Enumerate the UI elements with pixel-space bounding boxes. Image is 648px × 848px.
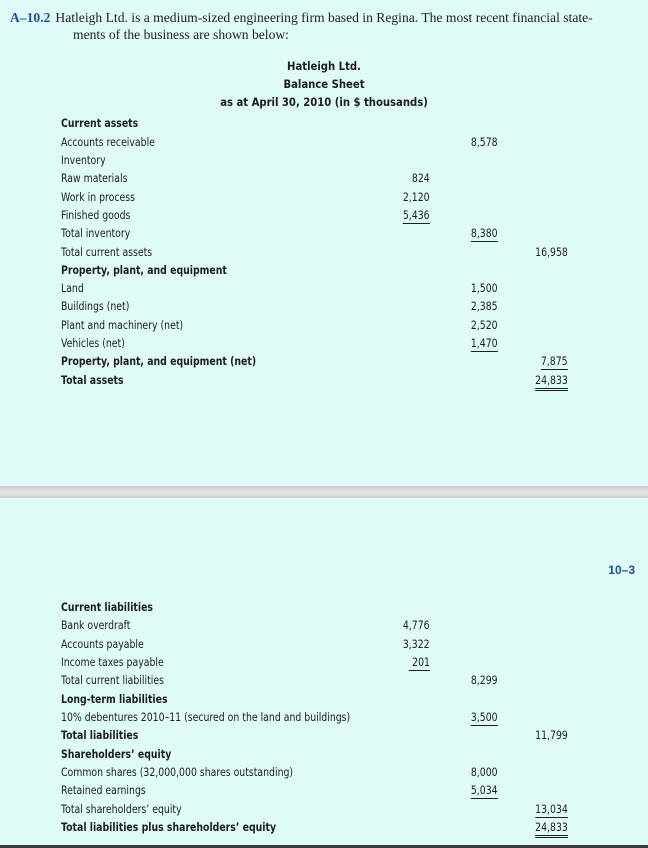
raw-materials-label: Raw materials [61,171,128,185]
raw-materials-value: 824 [412,171,430,185]
total-current-liabilities-value: 8,299 [471,673,498,687]
work-in-process-label: Work in process [61,190,136,204]
vehicles-label: Vehicles (net) [61,336,125,350]
plant-value: 2,520 [471,318,498,332]
total-current-liabilities-label: Total current liabilities [61,673,164,687]
income-taxes-label: Income taxes payable [61,655,164,669]
vehicles-value: 1,470 [471,336,498,350]
statement-title: Balance Sheet [283,78,365,91]
total-liab-equity-label: Total liabilities plus shareholders’ equity [61,820,277,834]
total-equity-label: Total shareholders’ equity [61,802,182,816]
debentures-value: 3,500 [471,710,498,724]
plant-label: Plant and machinery (net) [61,318,184,332]
total-assets-value: 24,833 [535,372,568,391]
debentures-label: 10% debentures 2010–11 (secured on the land and buildings) [61,710,351,724]
company-name: Hatleigh Ltd. [287,60,361,73]
page-break [0,486,648,498]
land-label: Land [61,281,84,295]
accounts-payable-label: Accounts payable [61,637,144,651]
long-term-liabilities-heading: Long-term liabilities [61,692,168,706]
accounts-payable-value: 3,322 [403,637,430,651]
total-assets-label: Total assets [61,373,124,387]
retained-earnings-value: 5,034 [471,783,498,797]
buildings-label: Buildings (net) [61,299,130,313]
total-current-assets-value: 16,958 [535,245,568,259]
accounts-receivable-label: Accounts receivable [61,135,155,149]
buildings-value: 2,385 [471,299,498,313]
statement-date: as at April 30, 2010 (in $ thousands) [220,96,428,109]
land-value: 1,500 [471,281,498,295]
total-liab-equity-value: 24,833 [535,819,568,838]
work-in-process-value: 2,120 [403,190,430,204]
shareholders-equity-heading: Shareholders’ equity [61,747,172,761]
accounts-receivable-value: 8,578 [471,135,498,149]
inventory-label: Inventory [61,153,106,167]
common-shares-value: 8,000 [471,765,498,779]
ppe-net-value: 7,875 [541,354,568,368]
total-liabilities-label: Total liabilities [61,728,139,742]
problem-statement [10,9,635,43]
total-inventory-value: 8,380 [471,226,498,240]
bank-overdraft-label: Bank overdraft [61,618,131,632]
total-current-assets-label: Total current assets [61,245,153,259]
current-assets-heading: Current assets [61,116,139,130]
finished-goods-label: Finished goods [61,208,131,222]
common-shares-label: Common shares (32,000,000 shares outstanding) [61,765,294,779]
problem-text-line2: ments of the business are shown below: [73,27,289,42]
total-liabilities-value: 11,799 [535,728,568,742]
page-number: 10–3 [608,563,635,577]
ppe-net-label: Property, plant, and equipment (net) [61,354,257,368]
bank-overdraft-value: 4,776 [403,618,430,632]
current-liabilities-heading: Current liabilities [61,600,153,614]
retained-earnings-label: Retained earnings [61,783,146,797]
total-equity-value: 13,034 [535,802,568,816]
finished-goods-value: 5,436 [403,208,430,222]
ppe-heading: Property, plant, and equipment [61,263,227,277]
problem-number: A–10.2 [10,10,51,25]
problem-text-line1: Hatleigh Ltd. is a medium-sized engineering firm based in Regina. The most recent financial state- [55,10,593,25]
income-taxes-value: 201 [409,654,430,671]
total-inventory-label: Total inventory [61,226,131,240]
